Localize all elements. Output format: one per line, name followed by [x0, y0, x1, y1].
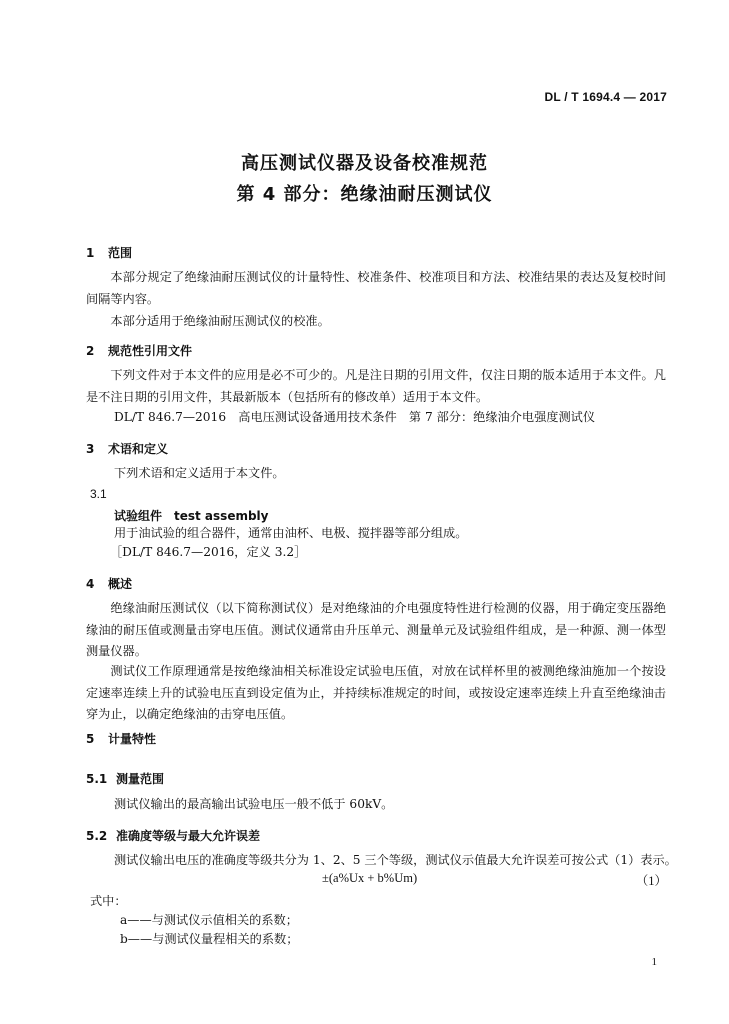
section-2-heading	[86, 342, 192, 359]
term-number: 3.1	[90, 487, 107, 501]
section-number: 5.1	[86, 772, 108, 786]
section-number: 5	[86, 732, 95, 746]
section-5-2-heading	[86, 827, 260, 844]
section-number: 1	[86, 246, 95, 260]
term-definition: 用于油试验的组合器件，通常由油杯、电极、搅拌器等部分组成。	[114, 526, 468, 540]
error-formula: ±(a%Ux + b%Um)	[322, 871, 418, 885]
section-5-heading	[86, 730, 156, 747]
section-title: 准确度等级与最大允许误差	[116, 829, 261, 843]
section-number: 4	[86, 577, 95, 591]
section-1-paragraph-1: 本部分规定了绝缘油耐压测试仪的计量特性、校准条件、校准项目和方法、校准结果的表达及复校时间间隔等内容。	[86, 270, 666, 306]
section-title: 计量特性	[108, 732, 157, 746]
page-number: 1	[651, 956, 657, 968]
section-title: 术语和定义	[108, 442, 169, 456]
normative-reference: DL/T 846.7—2016 高电压测试设备通用技术条件 第 7 部分：绝缘油介电强度测试仪	[114, 410, 596, 424]
term-title: 试验组件 test assembly	[114, 509, 269, 523]
formula-where-label: 式中：	[90, 894, 127, 908]
standard-code: DL / T 1694.4 — 2017	[544, 90, 667, 104]
term-source: ［DL/T 846.7—2016，定义 3.2］	[110, 545, 307, 559]
section-title: 范围	[108, 246, 133, 260]
variable-b-definition: b——与测试仪量程相关的系数；	[120, 932, 299, 946]
section-1-heading	[86, 244, 132, 261]
section-4-paragraph-2: 测试仪工作原理通常是按绝缘油相关标准设定试验电压值，对放在试样杯里的被测绝缘油施加一个按设定速率连续上升的试验电压直到设定值为止，并持续标准规定的时间，或按设定速率连续上升直至绝缘油击穿为止，以确定绝缘油的击穿电压值。	[86, 664, 666, 721]
section-title: 规范性引用文件	[108, 344, 193, 358]
section-5-1-paragraph: 测试仪输出的最高输出试验电压一般不低于 60kV。	[114, 797, 394, 811]
equation-number: （1）	[635, 874, 667, 888]
section-4-paragraph-1: 绝缘油耐压测试仪（以下简称测试仪）是对绝缘油的介电强度特性进行检测的仪器，用于确定变压器绝缘油的耐压值或测量击穿电压值。测试仪通常由升压单元、测量单元及试验组件组成，是一种源、测一体型测量仪器。	[86, 601, 666, 658]
section-3-heading	[86, 440, 168, 457]
section-2-paragraph-1: 下列文件对于本文件的应用是必不可少的。凡是注日期的引用文件，仅注日期的版本适用于本文件。凡是不注日期的引用文件，其最新版本（包括所有的修改单）适用于本文件。	[86, 368, 666, 404]
section-number: 3	[86, 442, 95, 456]
section-5-1-heading	[86, 770, 164, 787]
section-title: 测量范围	[116, 772, 165, 786]
section-3-paragraph-1: 下列术语和定义适用于本文件。	[114, 466, 285, 480]
section-5-2-paragraph: 测试仪输出电压的准确度等级共分为 1、2、5 三个等级，测试仪示值最大允许误差可按公式（1）表示。	[114, 853, 677, 867]
variable-a-definition: a——与测试仪示值相关的系数；	[120, 913, 298, 927]
section-4-heading	[86, 575, 132, 592]
document-subtitle: 第 4 部分：绝缘油耐压测试仪	[236, 184, 493, 205]
section-number: 2	[86, 344, 95, 358]
section-number: 5.2	[86, 829, 108, 843]
document-title: 高压测试仪器及设备校准规范	[241, 153, 488, 174]
section-title: 概述	[108, 577, 133, 591]
section-1-paragraph-2: 本部分适用于绝缘油耐压测试仪的校准。	[110, 314, 330, 328]
